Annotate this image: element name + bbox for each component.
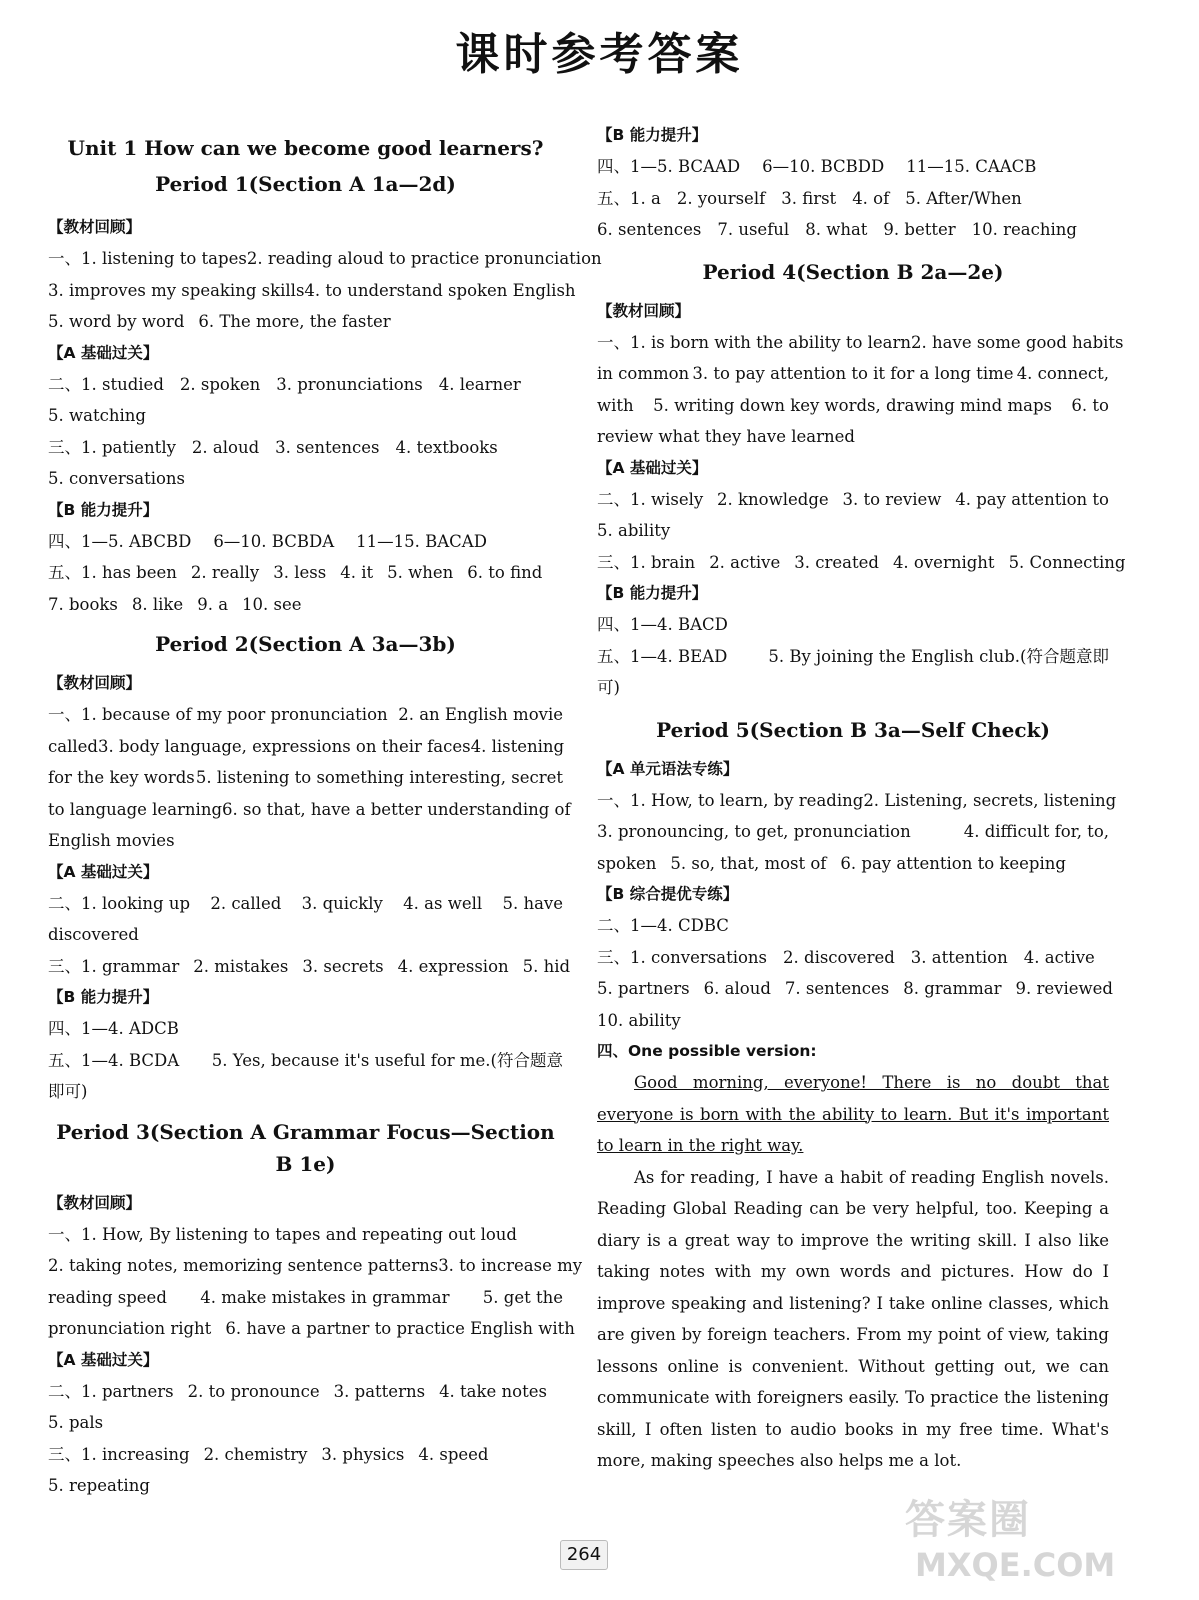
answer-line: review what they have learned (597, 427, 855, 446)
essay-opening: Good morning, everyone! There is no doubt that everyone is born with the ability to learn. But it's important to learn in the right way. (597, 1073, 1109, 1155)
answer-line: 5. pals (48, 1413, 104, 1432)
answer-line: 5. ability (597, 521, 671, 540)
answer-line: 二、1. looking up 2. called 3. quickly 4. as well 5. have (48, 893, 563, 913)
answer-line: 三、1. grammar 2. mistakes 3. secrets 4. expression 5. hid (48, 956, 571, 976)
watermark-logo (905, 1488, 1185, 1596)
period-4-title: Period 4(Section B 2a—2e) (702, 259, 1004, 284)
answer-line: 二、1—4. CDBC (597, 916, 729, 935)
section-header: 【A 基础过关】 (597, 458, 708, 477)
period-1-title: Period 1(Section A 1a—2d) (155, 172, 456, 196)
period-3-title: Period 3(Section A Grammar Focus—Section B 1e) (56, 1119, 555, 1176)
section-header: 【B 能力提升】 (48, 500, 159, 519)
section-header: 【A 基础过关】 (48, 1350, 159, 1369)
page-title: 课时参考答案 (455, 29, 744, 80)
answer-line: English movies (48, 831, 175, 850)
answer-line: 5. word by word 6. The more, the faster (48, 312, 391, 331)
answer-line: pronunciation right 6. have a partner to practice English with (48, 1319, 575, 1338)
answer-line: reading speed 4. make mistakes in grammar 5. get the (48, 1287, 563, 1307)
answer-line: 五、1—4. BEAD 5. By joining the English club.(符合题意即 (597, 646, 1109, 666)
answer-line: 可) (597, 678, 620, 697)
answer-line: 三、1. increasing 2. chemistry 3. physics 4. speed (48, 1444, 489, 1464)
answer-line: discovered (48, 925, 139, 944)
answer-line: 五、1—4. BCDA 5. Yes, because it's useful for me.(符合题意 (48, 1050, 563, 1070)
answer-line: 四、1—5. ABCBD 6—10. BCBDA 11—15. BACAD (48, 531, 487, 551)
answer-line: 五、1. a 2. yourself 3. first 4. of 5. After/When (597, 188, 1022, 208)
period-5-title: Period 5(Section B 3a—Self Check) (656, 717, 1050, 742)
section-header: 【A 单元语法专练】 (597, 759, 739, 778)
section-header: 【B 能力提升】 (597, 126, 708, 144)
section-header: 【教材回顾】 (597, 301, 691, 320)
unit-title: Unit 1 How can we become good learners? (67, 136, 544, 160)
section-header: 【B 能力提升】 (48, 988, 159, 1006)
answer-line: to language learning 6. so that, have a better understanding of (48, 799, 571, 819)
answer-line: with 5. writing down key words, drawing mind maps 6. to (597, 395, 1109, 415)
answer-line: 一、1. How, to learn, by reading 2. Listening, secrets, listening (597, 790, 1117, 810)
watermark-url: MXQE.COM (915, 1546, 1116, 1584)
answer-line: 7. books 8. like 9. a 10. see (48, 594, 302, 614)
answer-line: 四、1—4. ADCB (48, 1019, 179, 1038)
answer-line: 6. sentences 7. useful 8. what 9. better 10. reaching (597, 220, 1077, 239)
answer-line: 3. pronouncing, to get, pronunciation 4. difficult for, to, (597, 822, 1109, 841)
left-column (48, 120, 602, 1502)
answer-line: for the key words 5. listening to something interesting, secret (48, 768, 563, 787)
answer-line: 三、1. conversations 2. discovered 3. attention 4. active (597, 947, 1095, 967)
answer-line: 二、1. wisely 2. knowledge 3. to review 4. pay attention to (597, 489, 1109, 509)
section-header: 【教材回顾】 (48, 674, 142, 692)
section-header: 【A 基础过关】 (48, 862, 159, 881)
right-column (597, 120, 1126, 1477)
answer-line: 四、1—4. BACD (597, 615, 728, 634)
answer-line: 10. ability (597, 1010, 681, 1030)
answer-line: 五、1. has been 2. really 3. less 4. it 5. when 6. to find (48, 563, 543, 582)
answer-line: 一、1. How, By listening to tapes and repeating out loud (48, 1224, 517, 1244)
section-header: 【A 基础过关】 (48, 343, 159, 362)
answer-line: 三、1. patiently 2. aloud 3. sentences 4. textbooks (48, 437, 498, 457)
answer-line: 三、1. brain 2. active 3. created 4. overnight 5. Connecting (597, 552, 1126, 572)
essay-body: As for reading, I have a habit of reading English novels. Reading Global Reading can be very helpful, too. Keeping a diary is a great way to improve the writing skill. I also like taking notes with my own words and pictures. How do I improve speaking and listening? I take online classes, which are given by foreign teachers. From my point of view, taking lessons online is convenient. Without getting out, we can communicate with foreigners easily. To practice the listening skill, I often listen to audio books in my free time. What's more, making speeches also helps me a lot. (597, 1167, 1109, 1470)
answer-line: called 3. body language, expressions on their faces 4. listening (48, 736, 565, 756)
answer-line: 一、1. is born with the ability to learn 2. have some good habits (597, 332, 1124, 352)
answer-line: 5. conversations (48, 469, 186, 488)
answer-line: 3. improves my speaking skills 4. to understand spoken English (48, 280, 576, 300)
section-header: 【B 综合提优专练】 (597, 885, 739, 903)
answer-line: 5. watching (48, 406, 146, 425)
section-header: 【教材回顾】 (48, 1193, 142, 1212)
answer-line: spoken 5. so, that, most of 6. pay attention to keeping (597, 853, 1066, 873)
answer-line: 一、1. because of my poor pronunciation 2. an English movie (48, 705, 563, 724)
answer-line: 二、1. partners 2. to pronounce 3. patterns 4. take notes (48, 1381, 547, 1401)
section-header: 四、One possible version: (597, 1042, 817, 1060)
page-number: 264 (560, 1540, 608, 1570)
section-header: 【教材回顾】 (48, 218, 142, 236)
answer-line: 一、1. listening to tapes 2. reading aloud to practice pronunciation (48, 249, 602, 268)
answer-line: 2. taking notes, memorizing sentence patterns 3. to increase my (48, 1256, 583, 1275)
answer-line: 二、1. studied 2. spoken 3. pronunciations 4. learner (48, 374, 521, 394)
period-2-title: Period 2(Section A 3a—3b) (155, 632, 456, 656)
answer-line: in common 3. to pay attention to it for a long time 4. connect, (597, 364, 1109, 383)
answer-line: 即可) (48, 1082, 88, 1101)
watermark-text: 答案圈 (905, 1497, 1031, 1543)
section-header: 【B 能力提升】 (597, 584, 708, 602)
answer-line: 5. partners 6. aloud 7. sentences 8. grammar 9. reviewed (597, 979, 1113, 998)
answer-line: 5. repeating (48, 1476, 150, 1495)
answer-line: 四、1—5. BCAAD 6—10. BCBDD 11—15. CAACB (597, 157, 1037, 176)
